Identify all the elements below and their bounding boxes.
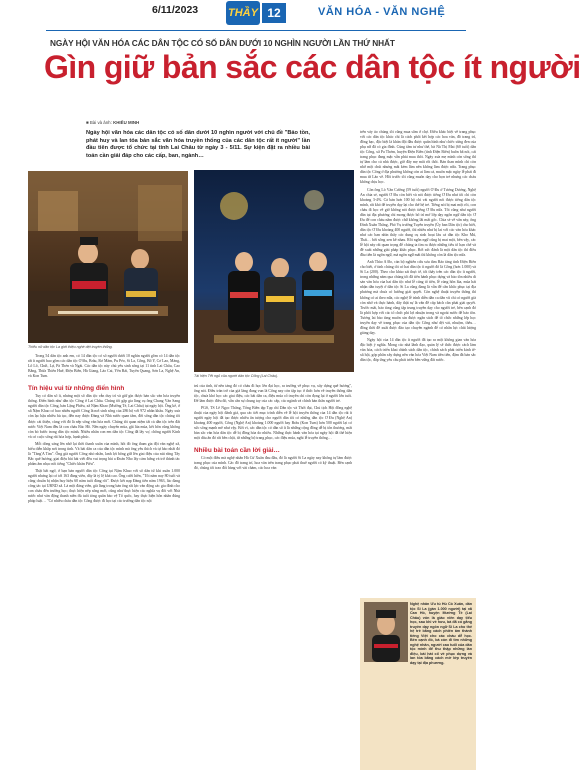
newspaper-logo	[226, 1, 260, 25]
column-2	[194, 384, 352, 770]
photo-artisan	[364, 602, 408, 662]
section1-title: Tín hiệu vui từ những điển hình	[28, 385, 125, 393]
photo1-caption: Thiếu nữ dân tộc La giới thiệu nghề dệt truyền thống.	[28, 345, 113, 349]
photo3-caption: Nghệ nhân Ưu tú Hù Cồ Xuân, dân tộc Si La (gần 1.000 người) tại xã Can Hồ, huyện Mường Tè (Lai Châu) vốn là giáo viên dạy tiểu học, sau khi về hưu, bà đã có gắng truyền dạy ngôn ngữ Si La cho thế hệ trẻ bằng cách phiên âm thành tiếng Việt cho các cháu dễ học. Bên cạnh đó, bà còn đi tìm những nghệ nhân, người cao tuổi của dân tộc mình để thu thập những làn điệu, bài hát cổ về phục dựng và lan tỏa bằng cách mở lớp truyền dạy tại địa phương.	[410, 602, 472, 665]
page-header	[0, 0, 500, 34]
col1-intro: Trong 54 dân tộc anh em, có 14 dân tộc có số người dưới 10 nghìn người gồm có 14 dân tộc rất ít người bao gồm các dân tộc Ơ Đu, Brâu, Rơ Măm, Pu Péo, Si La, Cống, Bố Y, Cơ Lao, Mảng, Lô Lô, Chứt, Lự, Pà Thẻn và Ngái. Các dân tộc này chủ yếu sinh sống tại 11 tỉnh Lai Châu, Cao Bằng, Thừa Thiên Huế, Điện Biên, Hà Giang, Lào Cai, Yên Bái, Tuyên Quang, Sơn La, Nghệ An, và Kon Tum.	[28, 354, 180, 379]
byline-icon: ■	[86, 120, 90, 125]
column-3	[360, 130, 476, 590]
issue-date: 6/11/2023	[152, 4, 199, 16]
section-name: VĂN HÓA - VĂN NGHỆ	[318, 6, 446, 18]
col1-body2: Mỗi dòng sáng lên nhờ lại thời thanh xuân của mình, hồi đó ông tham gia đội văn nghệ xã, biểu diễn khắp nơi trong tỉnh. Và bài dân ca của dân tộc mình mà ông yêu thích và tự hào nhất đó là "Tăng'A Tim". Ông già người Cống nhỏ nhắn, lanh lợi bống giữ lên giai điệu của núi rừng Tây Bắc quê hương, giai điệu bài hát viết đều vui trọng bài a Đoán Nho lấy cảm hứng và trở thành tác phẩm âm nhạc nổi tiếng "Chiếc khăn Piêu".	[28, 441, 180, 466]
photo-cong-tet	[194, 170, 354, 372]
byline-label: Bài và ảnh:	[89, 120, 112, 125]
col1-body1: Tuy có dân số ít, nhưng một số dân tộc vẫn duy trì và giữ gìn được bản sắc văn hóa truyền thống. Điển hình như dân tộc Cống ở Lai Châu. Chúng tôi gặp gia làng cụ ông Chang Văn Sang người dân tộc Cống, bản Lặng Phiêu, xã Nậm Khao (Mường Tè, Lai Châu) tại ngày hội. Ông kể, ở xã Nậm Khao có bao nhiêu người Cống là nơi sinh sống của 286 hộ với 972 nhân khẩu. Ngày xưa còn lạc hậu nhiều hủ tục, đến nay được Đảng và Nhà nước quan tâm, đời sống dân tộc chúng tôi được cải thiện, cùng với đó là nếp sống văn hóa mới. Chúng tôi quan niệm tất cả dân tộc trên đất nước Việt Nam đều là con cháu Bác Hồ. Nên ngày chuyển mùa, gặt lúa mùa, kết hôn cũng không còn bỏ bước trong dân tộc mình. Nhiều nhân con em dân tộc Cống đã lấy vợ, chồng người Kinh và có cuộc sống rất hòa hợp, hạnh phúc.	[28, 394, 180, 439]
photo-la-weaving	[28, 171, 188, 343]
section2-title: Nhiều bài toán cần lời giải…	[194, 446, 280, 454]
column-1	[28, 354, 180, 770]
byline	[86, 120, 139, 125]
artisan-feature	[360, 598, 476, 770]
photo2-caption: Tái hiện Tết ngủ của người dân tộc Cống (Lai Châu).	[194, 374, 279, 378]
col3-body1: trên váy áo chúng tôi cũng mua sắm ở chợ. Điều khác biệt về trang phục với các dân tộc khác chỉ là cách phối kết hợp các hoa văn, đồ trang trí, đồng bạc, đặc biệt là khăn đội đầu được quấn hình như chiếc sừng đen của phụ nữ đã có gia đình. Cùng tâm tư như thế, bà Nà Thị Mai (60 tuổi) dân tộc Cống, xã Pa Thơm, huyện Điện Biên (tỉnh Điện Biên) buồn bã nói, cái trang phục đang mặc vẫn phải mua thôi. Ngày xưa mẹ mình còn sống thì tự làm cho cả nhà được, giờ đây mẹ mất rồi thôi. Bản than mình chỉ còn nhớ một chút nhưng mắt kém lắm nên không làm được nữa. Trang phục dân tộc Cống ở địa phương không còn ai làm cả, muốn mặc ngày lễ phải đi mua từ Lào về. Hồi trước tôi cũng muốn dạy cho bọn trẻ nhưng các cháu không chịu học.	[360, 130, 476, 185]
col2-body3: Có một điều mà nghệ nhân Hà Cừ Xuân đau đầu, đó là người Si La ngày nay không tự làm được trang phục của mình. Các đồ trang trí, hoa văn trên trang phục phải thuê người có kỹ thuật. Bên cạnh đó, chúng tôi trao đổi hàng với vài chàm, các hoa văn	[194, 455, 352, 470]
page-number: 12	[262, 3, 286, 23]
col2-body2: PGS, TS Lê Ngọc Thắng, Tổng Biên tập Tạp chí Dân tộc và Thời đại, Chủ tịch Hội đồng nghệ thuật của ngày hội đánh giá, qua các tiết mục trình diễn về lễ hội truyền thống của 14 dân tộc rất ít người ngày hội đã tạo được nhiều ấn tượng cho người dân tôi có những dân tộc Ơ Đu (Nghệ An) khoảng 400 người, Cống (Nghệ An) khoảng 1.000 người hay Brâu (Kon Tum) hơn 500 người lại có sức sống mạnh mẽ như vậy. Bởi vì, các dân tộc có dân số ít là những cộng đồng dễ bị tổn thương, mất bản sắc văn hóa dân tộc dễ bị đồng hóa do nhiều. Những thực hành văn hóa tại ngày hội đã thể hiện một dấu ấn đó rất bền chặt, từ những bộ trang phục, các điệu múa, nghi lễ truyền thống…	[194, 406, 352, 441]
col3-body4: Ngày hội của 14 dân tộc ít người đã tạo ra một không gian văn hóa đặc biệt ý nghĩa. Mong các nhà lãnh đạo, quản lý sẽ thức được cách làm văn hóa, cách triển khai chính sách dân tộc, chính sách phát triển kinh tế-xã hội, góp phần xây dựng nền văn hóa Việt Nam tiên tiến, đậm đà bản sắc dân tộc, đáp ứng yêu cầu phát triển bền vững đất nước.	[360, 337, 476, 363]
col3-body2: Còn ông Lò Văn Cường (59 tuổi) người Ơ Đu ở Tương Dương, Nghệ An chia sẻ, người Ơ Đu còn biết và nói được tiếng Ơ Đu như tôi chỉ còn khoảng 3-4%. Cả bản hơn 100 hộ chỉ vài người nói được tiếng dân tộc mình, rất khó để truyền dạy lại cho thế hệ trẻ. Tiếng nói bị mai một rồi, con cháu đi học về giờ không nói được tiếng Ơ Đu nữa. Tôi cũng như người dân tại địa phương chỉ mong được bố trí mở lớp dạy ngôn ngữ dân tộc Ơ Đu để con cháu nắm được chữ không lãi mất gốc. Chia sẻ về vấn này, ông Đinh Xuân Thắng, Phó Vụ trưởng Tuyên truyền (Ủy ban Dân tộc) cho biết, dân tộc Ơ Đu khoảng 400 người, thì nhiều như bị lai với các văn hóa khác như các ban nhìn thấy các dung cụ sinh hoạt lâu cả dân tộc Kho Mú, Thái… bởi sống xen kẽ nhau. Rồi ngôn ngữ cũng bị mai một, bên vậy, các lễ hội này rất quan trọng để chúng ta tìm ra được những tiêu tố hạn chế và đề xuất những giải pháp khắc phục. Bởi sức đánh là một dân tộc thì điều đầu tiên là ngôn ngữ, mà ngôn ngữ mất thì không còn là dân tộc nữa.	[360, 187, 476, 258]
header-rule	[46, 30, 466, 31]
col2-body1: trú của tỉnh, từ nền tảng đó có cháu đi học lên đại học, ra trường về phục vụ, xây dựng quê hương", ông nói. Điều trăn trở của già làng đang vun là Cống nay còn tập tục ở thức hơn về truyền thống dân tộc, chưa khó học các giai điệu, các bài dân ca, điệu múa cổ truyền chỉ còn đọng lại ở người lớn tuổi. Để làm được điều đó, vẫn cần sự chung tay của các cấp, các ngành và chính bản thân người trẻ.	[194, 384, 352, 404]
col1-body3: Thật bất ngờ, ở bạn bản người dân tộc Cống tại Nậm Khao với số dân từ khi xuân 1.000 người nhưng lại có tới 163 đảng viên, dây là tỷ lệ khá cao. Ông cười hiền, "Tôi năm nay 80 tuổi và cũng chuẩn bị nhận huy hiệu 60 năm tuổi đảng rồi". Được kết nạp Đảng tiên năm 1963, lúc đang công tác tại UBND xã. Là một đảng viên, già làng trong bản ông rất lực văn động các gia đình cho con cháu đến trường học; thực hiện nếp sống mới, cũng như thực hiện các nghĩa vụ đối với Nhà nước như văn động thanh niên đủ tuổi tòng quân bảo vệ Tổ quốc, hay thực hiện hôn nhân đúng pháp luật… "Có nhiều cháu dân tộc Cống được đi học tại các trường dân tộc nội	[28, 468, 180, 504]
lead-paragraph: Ngày hội văn hóa các dân tộc có số dân dưới 10 nghìn người với chủ đề "Bảo tồn, phát huy và lan tỏa bản sắc văn hóa truyền thống của các dân tộc rất ít người" lần đầu tiên được tổ chức tại tỉnh Lai Châu từ ngày 3 - 5/11. Sự kiện đặt ra nhiều bài toán cần giải đáp cho các cấp, ban, ngành…	[86, 130, 310, 159]
byline-author: KHIẾU MINH	[113, 120, 140, 125]
logo-text: THẦY	[228, 7, 258, 19]
kicker: NGÀY HỘI VĂN HÓA CÁC DÂN TỘC CÓ SỐ DÂN DƯỚI 10 NGHÌN NGƯỜI LẦN THỨ NHẤT	[50, 38, 395, 48]
headline: Gìn giữ bản sắc các dân tộc ít người	[44, 49, 580, 85]
col3-body3: Anh Thào A Đo, cán bộ nghiên cứu sưu tầm Báo tàng tỉnh Điện Biên cho biết, ở tỉnh chúng tôi có hai dân tộc ít người đó là Cống (hơn 1.000) và Si La (200). Theo cho khảo sát thực tế, tôi thấy trên các dân tộc ít người, trong những năm qua chúng tôi đã tiến hành phục dựng và bảo tồn nhiều di sản văn hóa của hai dân tộc như lễ cúng tổ tiên, lễ cúng hồn lúa, múa hát nhận dân tuyệt ở dân tộc Si La cũng đang là vẫn để cần khắc phục tại địa phương mà chưa có hướng giải quyết. Còn nghệ thuật truyền thống thì không có ai theo nữa, các nghệ lễ trình diễn dân ca dân vũ chỉ có người già còn nhớ và thực hành, dây thật sự là vấn đề cấp bách cần phải giải quyết. Trước mắt, bảo tàng cũng tập trung truyền dạy cho người trẻ, bên cạnh đó là phối hợp với các tổ chức phi lợi nhuận trong và ngoài nước để bảo tồn. Tương lai bảo tàng muốn xin được ngân sách để tổ chức những lớp học truyền dạy về trang phục của dân tộc Cống như dệt vải, nhuộm, thêu… đồng thời đề xuất được đào tạo chuyên ngành để có nhân lực chất lượng giảng dạy.	[360, 260, 476, 335]
